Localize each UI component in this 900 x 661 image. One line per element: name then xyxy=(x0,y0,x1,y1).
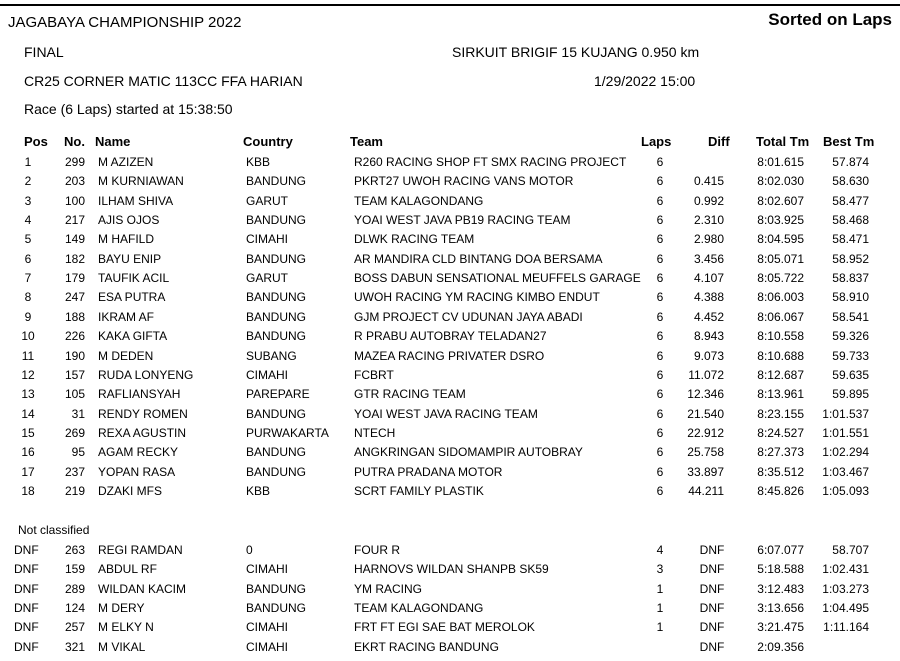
event-title: JAGABAYA CHAMPIONSHIP 2022 xyxy=(8,14,242,31)
cell-total-time: 3:21.475 xyxy=(757,620,804,635)
cell-country: CIMAHI xyxy=(246,639,288,654)
cell-best-time: 58.707 xyxy=(832,543,869,557)
cell-diff: 33.897 xyxy=(687,464,724,479)
cell-laps: 6 xyxy=(656,174,664,189)
table-row xyxy=(0,368,900,387)
cell-name: RAFLIANSYAH xyxy=(98,387,181,402)
cell-diff: 0.992 xyxy=(693,193,724,208)
cell-total-time: 8:03.925 xyxy=(757,213,804,228)
table-row xyxy=(0,290,900,309)
cell-country: PAREPARE xyxy=(246,387,310,402)
table-row xyxy=(0,194,900,213)
cell-name: RUDA LONYENG xyxy=(98,367,194,382)
cell-best-time: 58.541 xyxy=(832,309,869,324)
table-row xyxy=(0,484,900,503)
cell-name: DZAKI MFS xyxy=(98,483,163,498)
cell-best-time: 59.635 xyxy=(832,367,869,382)
cell-diff: 2.980 xyxy=(693,232,724,247)
table-row xyxy=(0,271,900,290)
cell-number: 219 xyxy=(64,483,85,498)
cell-total-time: 8:05.722 xyxy=(757,271,804,286)
cell-pos: 17 xyxy=(21,464,35,479)
table-row xyxy=(0,252,900,271)
table-row xyxy=(0,349,900,368)
cell-best-time: 59.326 xyxy=(832,329,869,344)
cell-pos: 3 xyxy=(24,193,32,208)
cell-pos: 6 xyxy=(24,251,32,266)
cell-laps: 4 xyxy=(656,543,664,557)
cell-pos: 7 xyxy=(24,271,32,286)
cell-name: AGAM RECKY xyxy=(98,445,179,460)
cell-team: YM RACING xyxy=(354,581,423,596)
cell-best-time: 57.874 xyxy=(832,155,869,169)
cell-country: BANDUNG xyxy=(246,309,307,324)
cell-best-time: 58.630 xyxy=(832,174,869,189)
cell-total-time: 8:06.067 xyxy=(757,309,804,324)
cell-country: BANDUNG xyxy=(246,445,307,460)
cell-laps: 6 xyxy=(656,445,664,460)
cell-total-time: 8:04.595 xyxy=(757,232,804,247)
cell-team: EKRT RACING BANDUNG xyxy=(354,639,499,654)
cell-pos: DNF xyxy=(14,562,39,577)
cell-diff: DNF xyxy=(699,562,725,577)
cell-laps: 6 xyxy=(656,271,664,286)
cell-name: ABDUL RF xyxy=(98,562,157,577)
cell-name: M DERY xyxy=(98,601,145,616)
cell-name: AJIS OJOS xyxy=(98,213,160,228)
cell-diff: DNF xyxy=(699,639,725,654)
cell-name: M ELKY N xyxy=(98,620,154,635)
cell-team: NTECH xyxy=(354,425,396,440)
cell-laps: 6 xyxy=(656,232,664,247)
cell-number: 159 xyxy=(64,562,85,577)
cell-team: GTR RACING TEAM xyxy=(354,387,466,402)
cell-best-time: 1:02.294 xyxy=(822,445,869,460)
cell-laps: 1 xyxy=(656,620,664,635)
cell-total-time: 8:24.527 xyxy=(757,425,804,440)
col-best-time: Best Tm xyxy=(823,134,875,149)
cell-country: BANDUNG xyxy=(246,581,307,596)
cell-name: TAUFIK ACIL xyxy=(98,271,170,286)
cell-pos: DNF xyxy=(14,543,39,557)
cell-diff: 8.943 xyxy=(693,329,724,344)
table-row xyxy=(0,562,900,581)
cell-number: 269 xyxy=(64,425,85,440)
cell-diff: 44.211 xyxy=(688,483,724,498)
table-row xyxy=(0,387,900,406)
table-row xyxy=(0,582,900,601)
cell-total-time: 3:12.483 xyxy=(757,581,804,596)
cell-diff: 11.072 xyxy=(688,367,724,382)
cell-name: BAYU ENIP xyxy=(98,251,162,266)
not-classified-label: Not classified xyxy=(18,523,90,537)
cell-best-time: 58.477 xyxy=(832,193,869,208)
cell-name: M HAFILD xyxy=(98,232,155,247)
cell-diff: 3.456 xyxy=(693,251,724,266)
cell-pos: 11 xyxy=(21,348,35,363)
cell-country: CIMAHI xyxy=(246,562,288,577)
cell-team: ANGKRINGAN SIDOMAMPIR AUTOBRAY xyxy=(354,445,583,460)
cell-number: 182 xyxy=(64,251,85,266)
cell-laps: 3 xyxy=(656,562,664,577)
cell-diff: 21.540 xyxy=(687,406,724,421)
cell-pos: 18 xyxy=(21,483,35,498)
cell-team: AR MANDIRA CLD BINTANG DOA BERSAMA xyxy=(354,251,603,266)
cell-name: RENDY ROMEN xyxy=(98,406,188,421)
cell-best-time: 1:01.537 xyxy=(822,406,869,421)
cell-country: BANDUNG xyxy=(246,251,307,266)
cell-country: BANDUNG xyxy=(246,174,307,189)
cell-name: M KURNIAWAN xyxy=(98,174,184,189)
cell-number: 105 xyxy=(64,387,85,402)
col-no: No. xyxy=(64,134,85,149)
table-row xyxy=(0,213,900,232)
table-row xyxy=(0,174,900,193)
cell-country: BANDUNG xyxy=(246,213,307,228)
race-info: Race (6 Laps) started at 15:38:50 xyxy=(24,101,233,117)
cell-total-time: 8:23.155 xyxy=(757,406,804,421)
cell-pos: 4 xyxy=(24,213,32,228)
cell-pos: 8 xyxy=(24,290,32,305)
cell-diff: 0.415 xyxy=(693,174,724,189)
cell-name: WILDAN KACIM xyxy=(98,581,187,596)
cell-number: 124 xyxy=(64,601,85,616)
cell-total-time: 5:18.588 xyxy=(757,562,804,577)
cell-total-time: 8:06.003 xyxy=(757,290,804,305)
cell-number: 257 xyxy=(64,620,85,635)
cell-country: BANDUNG xyxy=(246,290,307,305)
cell-team: R PRABU AUTOBRAY TELADAN27 xyxy=(354,329,547,344)
cell-country: KBB xyxy=(246,155,271,169)
cell-best-time: 1:05.093 xyxy=(822,483,869,498)
table-row xyxy=(0,601,900,620)
top-rule xyxy=(0,4,900,6)
cell-laps: 6 xyxy=(656,329,664,344)
cell-best-time: 58.952 xyxy=(832,251,869,266)
cell-total-time: 8:02.030 xyxy=(757,174,804,189)
cell-team: R260 RACING SHOP FT SMX RACING PROJECT xyxy=(354,155,627,169)
cell-laps: 6 xyxy=(656,155,664,169)
cell-country: 0 xyxy=(246,543,253,557)
cell-diff: DNF xyxy=(699,581,725,596)
cell-number: 321 xyxy=(64,639,85,654)
cell-total-time: 8:01.615 xyxy=(757,155,804,169)
cell-best-time: 1:02.431 xyxy=(822,562,869,577)
table-row xyxy=(0,310,900,329)
cell-pos: 16 xyxy=(21,445,35,460)
cell-diff: DNF xyxy=(699,543,725,557)
cell-laps: 6 xyxy=(656,387,664,402)
cell-name: KAKA GIFTA xyxy=(98,329,168,344)
cell-pos: 14 xyxy=(21,406,35,421)
cell-country: BANDUNG xyxy=(246,406,307,421)
cell-best-time: 1:11.164 xyxy=(823,620,869,635)
col-total-time: Total Tm xyxy=(756,134,810,149)
cell-pos: 12 xyxy=(21,367,35,382)
cell-diff: DNF xyxy=(699,601,725,616)
cell-number: 263 xyxy=(64,543,85,557)
col-country: Country xyxy=(243,134,293,149)
cell-pos: DNF xyxy=(14,620,39,635)
cell-pos: DNF xyxy=(14,581,39,596)
cell-diff: 4.388 xyxy=(693,290,724,305)
cell-country: BANDUNG xyxy=(246,464,307,479)
cell-team: PKRT27 UWOH RACING VANS MOTOR xyxy=(354,174,574,189)
cell-country: PURWAKARTA xyxy=(246,425,329,440)
cell-name: IKRAM AF xyxy=(98,309,155,324)
cell-name: ILHAM SHIVA xyxy=(98,193,174,208)
cell-total-time: 8:05.071 xyxy=(757,251,804,266)
table-row xyxy=(0,329,900,348)
cell-number: 149 xyxy=(64,232,85,247)
cell-best-time: 1:03.467 xyxy=(822,464,869,479)
cell-total-time: 8:35.512 xyxy=(757,464,804,479)
cell-country: BANDUNG xyxy=(246,601,307,616)
cell-team: UWOH RACING YM RACING KIMBO ENDUT xyxy=(354,290,600,305)
cell-number: 217 xyxy=(64,213,85,228)
cell-country: GARUT xyxy=(246,193,288,208)
cell-name: YOPAN RASA xyxy=(98,464,176,479)
table-row xyxy=(0,426,900,445)
cell-best-time: 59.733 xyxy=(832,348,869,363)
cell-laps: 6 xyxy=(656,290,664,305)
col-name: Name xyxy=(95,134,131,149)
cell-country: CIMAHI xyxy=(246,367,288,382)
cell-diff: 4.452 xyxy=(693,309,724,324)
col-pos: Pos xyxy=(24,134,48,149)
cell-pos: 13 xyxy=(21,387,35,402)
cell-pos: 9 xyxy=(24,309,32,324)
col-team: Team xyxy=(350,134,383,149)
cell-country: SUBANG xyxy=(246,348,297,363)
cell-best-time: 58.468 xyxy=(832,213,869,228)
cell-total-time: 8:27.373 xyxy=(757,445,804,460)
table-row xyxy=(0,620,900,639)
cell-diff: 2.310 xyxy=(693,213,724,228)
cell-team: DLWK RACING TEAM xyxy=(354,232,475,247)
cell-best-time: 58.837 xyxy=(832,271,869,286)
cell-team: MAZEA RACING PRIVATER DSRO xyxy=(354,348,545,363)
cell-total-time: 8:02.607 xyxy=(757,193,804,208)
cell-number: 31 xyxy=(71,406,85,421)
cell-laps: 1 xyxy=(656,601,664,616)
cell-team: GJM PROJECT CV UDUNAN JAYA ABADI xyxy=(354,309,583,324)
cell-diff: 22.912 xyxy=(687,425,724,440)
cell-name: M AZIZEN xyxy=(98,155,154,169)
cell-laps: 6 xyxy=(656,464,664,479)
cell-number: 247 xyxy=(64,290,85,305)
cell-total-time: 8:10.558 xyxy=(757,329,804,344)
cell-laps: 6 xyxy=(656,251,664,266)
cell-pos: 2 xyxy=(24,174,32,189)
cell-team: PUTRA PRADANA MOTOR xyxy=(354,464,503,479)
cell-laps: 6 xyxy=(656,348,664,363)
cell-number: 100 xyxy=(64,193,85,208)
cell-laps: 6 xyxy=(656,213,664,228)
cell-total-time: 8:45.826 xyxy=(757,483,804,498)
cell-pos: 10 xyxy=(21,329,35,344)
cell-team: TEAM KALAGONDANG xyxy=(354,193,484,208)
session-label: FINAL xyxy=(24,44,64,60)
col-diff: Diff xyxy=(708,134,730,149)
cell-pos: 15 xyxy=(21,425,35,440)
cell-total-time: 3:13.656 xyxy=(757,601,804,616)
cell-total-time: 2:09.356 xyxy=(757,639,804,654)
table-row xyxy=(0,543,900,562)
cell-country: BANDUNG xyxy=(246,329,307,344)
cell-team: SCRT FAMILY PLASTIK xyxy=(354,483,484,498)
cell-laps: 6 xyxy=(656,425,664,440)
cell-best-time: 58.471 xyxy=(832,232,869,247)
cell-pos: DNF xyxy=(14,639,39,654)
table-row xyxy=(0,155,900,174)
cell-country: CIMAHI xyxy=(246,620,288,635)
cell-country: KBB xyxy=(246,483,271,498)
table-row xyxy=(0,640,900,659)
table-row xyxy=(0,465,900,484)
cell-number: 226 xyxy=(64,329,85,344)
cell-number: 237 xyxy=(64,464,85,479)
cell-country: GARUT xyxy=(246,271,288,286)
col-laps: Laps xyxy=(641,134,672,149)
cell-diff: 9.073 xyxy=(693,348,724,363)
cell-number: 190 xyxy=(64,348,85,363)
cell-team: HARNOVS WILDAN SHANPB SK59 xyxy=(354,562,549,577)
cell-laps: 1 xyxy=(656,581,664,596)
cell-team: FRT FT EGI SAE BAT MEROLOK xyxy=(354,620,535,635)
cell-team: FCBRT xyxy=(354,367,394,382)
race-datetime: 1/29/2022 15:00 xyxy=(594,73,696,89)
cell-best-time: 1:04.495 xyxy=(822,601,869,616)
cell-number: 179 xyxy=(64,271,85,286)
cell-pos: 5 xyxy=(24,232,32,247)
cell-total-time: 8:12.687 xyxy=(757,367,804,382)
cell-diff: 4.107 xyxy=(693,271,724,286)
cell-name: ESA PUTRA xyxy=(98,290,166,305)
cell-laps: 6 xyxy=(656,406,664,421)
cell-laps: 6 xyxy=(656,309,664,324)
table-row xyxy=(0,407,900,426)
cell-number: 95 xyxy=(71,445,85,460)
cell-number: 299 xyxy=(64,155,85,169)
cell-number: 188 xyxy=(64,309,85,324)
cell-diff: 25.758 xyxy=(687,445,724,460)
cell-total-time: 8:10.688 xyxy=(757,348,804,363)
cell-name: REGI RAMDAN xyxy=(98,543,183,557)
cell-pos: DNF xyxy=(14,601,39,616)
cell-number: 203 xyxy=(64,174,85,189)
cell-laps: 6 xyxy=(656,193,664,208)
cell-team: YOAI WEST JAVA PB19 RACING TEAM xyxy=(354,213,571,228)
cell-team: TEAM KALAGONDANG xyxy=(354,601,484,616)
sort-label: Sorted on Laps xyxy=(768,10,892,29)
cell-team: YOAI WEST JAVA RACING TEAM xyxy=(354,406,538,421)
cell-pos: 1 xyxy=(24,155,32,169)
cell-diff: 12.346 xyxy=(687,387,724,402)
cell-total-time: 6:07.077 xyxy=(757,543,804,557)
cell-team: FOUR R xyxy=(354,543,400,557)
class-name: CR25 CORNER MATIC 113CC FFA HARIAN xyxy=(24,73,303,89)
table-row xyxy=(0,232,900,251)
cell-team: BOSS DABUN SENSATIONAL MEUFFELS GARAGE xyxy=(354,271,641,286)
cell-total-time: 8:13.961 xyxy=(757,387,804,402)
cell-best-time: 59.895 xyxy=(832,387,869,402)
cell-number: 157 xyxy=(64,367,85,382)
cell-laps: 6 xyxy=(656,367,664,382)
table-row xyxy=(0,445,900,464)
cell-country: CIMAHI xyxy=(246,232,288,247)
cell-best-time: 1:01.551 xyxy=(822,425,869,440)
cell-diff: DNF xyxy=(699,620,725,635)
cell-best-time: 1:03.273 xyxy=(822,581,869,596)
cell-name: M VIKAL xyxy=(98,639,146,654)
cell-name: M DEDEN xyxy=(98,348,154,363)
cell-number: 289 xyxy=(64,581,85,596)
cell-laps: 6 xyxy=(656,483,664,498)
cell-name: REXA AGUSTIN xyxy=(98,425,187,440)
circuit-label: SIRKUIT BRIGIF 15 KUJANG 0.950 km xyxy=(452,44,700,60)
cell-best-time: 58.910 xyxy=(832,290,869,305)
